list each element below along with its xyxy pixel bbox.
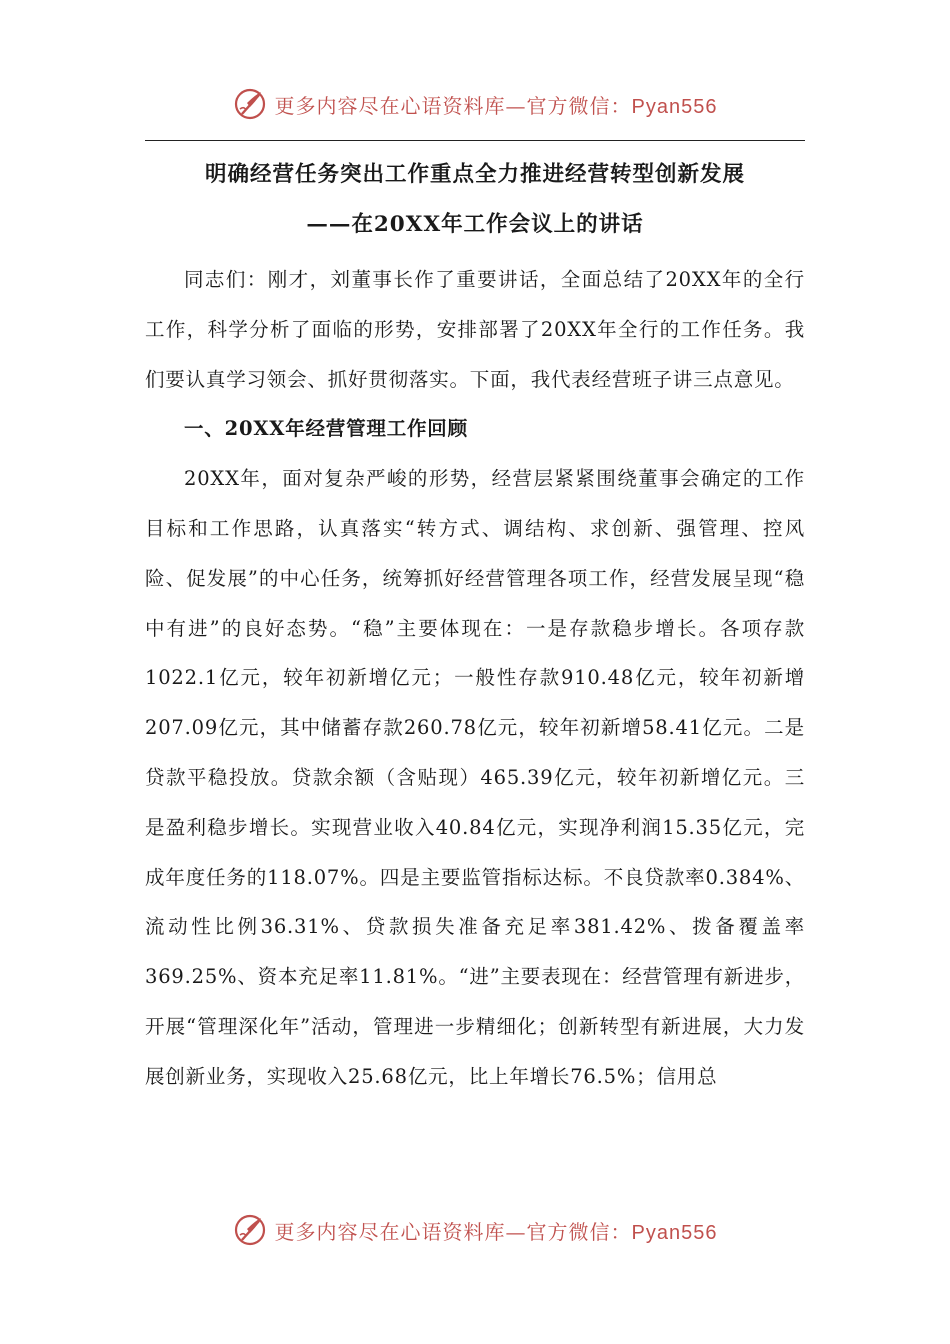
section-paragraph: 20XX年，面对复杂严峻的形势，经营层紧紧围绕董事会确定的工作目标和工作思路，认真落实“转方式、调结构、求创新、强管理、控风险、促发展”的中心任务，统筹抓好经营管理各项工作，经营发展呈现“稳中有进”的良好态势。“稳”主要体现在：一是存款稳步增长。各项存款1022.1亿元，较年初新增亿元；一般性存款910.48亿元，较年初新增207.09亿元，其中储蓄存款260.78亿元，较年初新增58.41亿元。二是贷款平稳投放。贷款余额（含贴现）465.39亿元，较年初新增亿元。三是盈利稳步增长。实现营业收入40.84亿元，实现净利润15.35亿元，完成年度任务的118.07%。四是主要监管指标达标。不良贷款率0.384%、流动性比例36.31%、贷款损失准备充足率381.42%、拨备覆盖率369.25%、资本充足率11.81%。“进”主要表现在：经营管理有新进步，开展“管理深化年”活动，管理进一步精细化；创新转型有新进展，大力发展创新业务，实现收入25.68亿元，比上年增长76.5%；信用总 bbox=[145, 467, 805, 1088]
intro-paragraph: 同志们：刚才，刘董事长作了重要讲话，全面总结了20XX年的全行工作，科学分析了面临的形势，安排部署了20XX年全行的工作任务。我们要认真学习领会、抓好贯彻落实。下面，我代表经营班子讲三点意见。 bbox=[145, 268, 805, 391]
watermark-text: 更多内容尽在心语资料库—官方微信：Pyan556 bbox=[274, 93, 718, 118]
watermark-handle: Pyan556 bbox=[631, 95, 718, 118]
quill-logo-icon bbox=[233, 1213, 267, 1247]
section-heading: 一、20XX年经营管理工作回顾 bbox=[184, 417, 468, 441]
document-subtitle: ——在20XX年工作会议上的讲话 bbox=[306, 212, 644, 237]
quill-logo-icon bbox=[233, 87, 267, 121]
document-body bbox=[145, 255, 805, 1102]
watermark-text: 更多内容尽在心语资料库—官方微信：Pyan556 bbox=[274, 1219, 718, 1244]
footer-watermark bbox=[0, 1210, 950, 1250]
watermark-handle: Pyan556 bbox=[631, 1221, 718, 1244]
document-title: 明确经营任务突出工作重点全力推进经营转型创新发展 bbox=[204, 162, 745, 187]
header-rule bbox=[145, 140, 805, 141]
header-watermark bbox=[0, 84, 950, 124]
